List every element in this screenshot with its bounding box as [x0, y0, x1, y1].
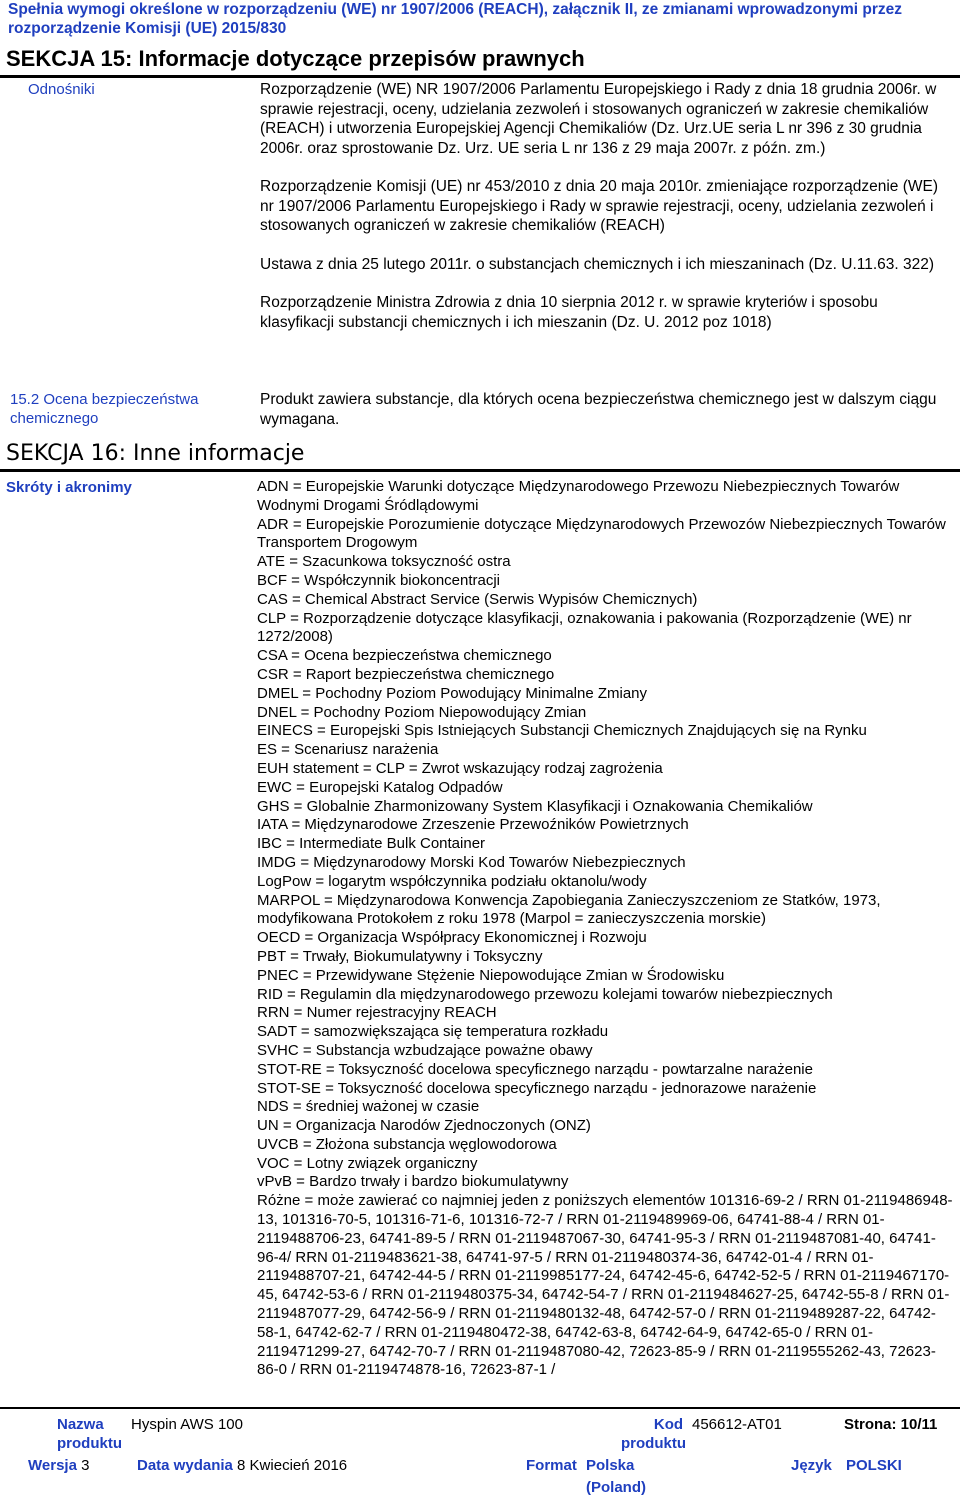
- abbr-item: EINECS = Europejski Spis Istniejących Substancji Chemicznych Znajdujących się na Rynku: [257, 722, 867, 740]
- abbr-item: STOT-RE = Toksyczność docelowa specyficznego narządu - powtarzalne narażenie: [257, 1060, 813, 1078]
- abbr-item: IMDG = Międzynarodowy Morski Kod Towarów Niebezpiecznych: [257, 853, 686, 871]
- abbreviations-list: [257, 478, 957, 1380]
- document-header: [8, 0, 958, 38]
- abbr-item: CAS = Chemical Abstract Service (Serwis Wypisów Chemicznych): [257, 590, 698, 608]
- issue-date-label: Data wydania: [137, 1457, 233, 1474]
- abbr-item: GHS = Globalnie Zharmonizowany System Klasyfikacji i Oznakowania Chemikaliów: [257, 797, 813, 815]
- page-number: Strona: 10/11: [844, 1416, 938, 1433]
- issue-date: [137, 1456, 347, 1475]
- abbr-item: CLP = Rozporządzenie dotyczące klasyfikacji, oznakowania i pakowania (Rozporządzenie (WE) nr 1272/2008): [257, 609, 912, 646]
- abbr-item: CSA = Ocena bezpieczeństwa chemicznego: [257, 647, 552, 665]
- section-15-rule: [0, 75, 960, 78]
- abbreviations-label: Skróty i akronimy: [6, 479, 132, 496]
- abbr-item: ES = Scenariusz narażenia: [257, 741, 439, 759]
- abbr-item: SADT = samozwiększająca się temperatura rozkładu: [257, 1023, 609, 1041]
- abbr-item: ADR = Europejskie Porozumienie dotyczące Międzynarodowych Przewozów Niebezpiecznych Towarów Transportem Drogowym: [257, 515, 946, 552]
- product-code-label: Kod produktu: [621, 1416, 686, 1452]
- abbr-item: SVHC = Substancja wzbudzające poważne obawy: [257, 1041, 593, 1059]
- issue-date-value: 8 Kwiecień 2016: [237, 1457, 348, 1474]
- references-label: Odnośniki: [28, 81, 95, 98]
- abbr-item: CSR = Raport bezpieczeństwa chemicznego: [257, 665, 555, 683]
- abbr-item: IBC = Intermediate Bulk Container: [257, 835, 486, 853]
- reference-4: Rozporządzenie Ministra Zdrowia z dnia 10 sierpnia 2012 r. w sprawie kryteriów i sposobu klasyfikacji substancji chemicznych i ich mieszanin (Dz. U. 2012 poz 1018): [260, 294, 878, 331]
- abbr-item: LogPow = logarytm współczynnika podziału oktanolu/wody: [257, 872, 647, 890]
- abbr-item: BCF = Współczynnik biokoncentracji: [257, 571, 501, 589]
- abbr-item: NDS = średniej ważonej w czasie: [257, 1098, 480, 1116]
- language-value: POLSKI: [846, 1457, 902, 1474]
- csa-text: Produkt zawiera substancje, dla których ocena bezpieczeństwa chemicznego jest w dalszym ciągu wymagana.: [260, 391, 937, 428]
- abbr-item: VOC = Lotny związek organiczny: [257, 1154, 478, 1172]
- abbr-item: EWC = Europejski Katalog Odpadów: [257, 778, 503, 796]
- abbr-item: Różne = może zawierać co najmniej jeden z poniższych elementów 101316-69-2 / RRN 01-2119486948-13, 101316-70-5, 101316-71-6, 101316-72-7 / RRN 01-2119489969-06, 64741-88-4 / RRN 01-2119488706-23, 64741-89-5 / RRN 01-2119487067-30, 64741-95-3 / RRN 01-2119487081-40, 64741-96-4/ RRN 01-2119483621-38, 64741-97-5 / RRN 01-2119480374-36, 64742-01-4 / RRN 01-2119488707-21, 64742-44-5 / RRN 01-2119985177-24, 64742-45-6, 64742-52-5 / RRN 01-2119467170-45, 64742-53-6 / RRN 01-2119480375-34, 64742-54-7 / RRN 01-2119484627-25, 64742-55-8 / RRN 01-2119487077-29, 64742-56-9 / RRN 01-2119480132-48, 64742-57-0 / RRN 01-2119489287-22, 64742-58-1, 64742-62-7 / RRN 01-2119480472-38, 64742-63-8, 64742-64-9, 64742-65-0 / RRN 01-2119471299-27, 64742-70-7 / RRN 01-2119487080-42, 72623-85-9 / RRN 01-2119555262-43, 72623-86-0 / RRN 01-2119474878-16, 72623-87-1 /: [257, 1192, 953, 1379]
- format-label: Format: [526, 1457, 577, 1474]
- abbr-item: OECD = Organizacja Współpracy Ekonomicznej i Rozwoju: [257, 929, 647, 947]
- abbr-item: DNEL = Pochodny Poziom Niepowodujący Zmian: [257, 703, 587, 721]
- abbr-item: EUH statement = CLP = Zwrot wskazujący rodzaj zagrożenia: [257, 759, 663, 777]
- abbr-item: ADN = Europejskie Warunki dotyczące Międzynarodowego Przewozu Niebezpiecznych Towarów Wodnymi Drogami Śródlądowymi: [257, 478, 900, 514]
- language-label: Język: [791, 1457, 832, 1474]
- reference-3: Ustawa z dnia 25 lutego 2011r. o substancjach chemicznych i ich mieszaninach (Dz. U.11.63. 322): [260, 255, 935, 273]
- abbr-item: MARPOL = Międzynarodowa Konwencja Zapobiegania Zanieczyszczeniom ze Statków, 1973, modyfikowana Protokołem z roku 1978 (Marpol = zanieczyszczenia morskie): [257, 891, 881, 928]
- section-16-title: SEKCJA 16: Inne informacje: [6, 441, 305, 466]
- abbr-item: UN = Organizacja Narodów Zjednoczonych (ONZ): [257, 1117, 591, 1135]
- product-name-label: Nazwa produktu: [57, 1416, 122, 1452]
- abbr-item: DMEL = Pochodny Poziom Powodujący Minimalne Zmiany: [257, 684, 648, 702]
- abbr-item: PBT = Trwały, Biokumulatywny i Toksyczny: [257, 947, 543, 965]
- abbr-item: IATA = Międzynarodowe Zrzeszenie Przewoźników Powietrznych: [257, 816, 689, 834]
- abbr-item: UVCB = Złożona substancja węglowodorowa: [257, 1135, 557, 1153]
- footer-rule: [0, 1407, 960, 1409]
- abbr-item: vPvB = Bardzo trwały i bardzo biokumulatywny: [257, 1173, 569, 1191]
- section-16-rule: [0, 469, 960, 472]
- version-label: Wersja: [28, 1457, 77, 1474]
- reference-2: Rozporządzenie Komisji (UE) nr 453/2010 z dnia 20 maja 2010r. zmieniające rozporządzenie (WE) nr 1907/2006 Parlamentu Europejskiego i Rady w sprawie rejestracji, oceny, udzielania zezwoleń i stosowanych ograniczeń w zakresie chemikaliów (REACH): [260, 178, 939, 234]
- header-line-1: Spełnia wymogi określone w rozporządzeniu (WE) nr 1907/2006 (REACH), załącznik II, ze zmianami wprowadzonymi przez: [8, 1, 903, 18]
- version-value: 3: [81, 1457, 90, 1474]
- abbr-item: PNEC = Przewidywane Stężenie Niepowodujące Zmian w Środowisku: [257, 966, 725, 984]
- references-list: [260, 80, 950, 351]
- abbr-item: ATE = Szacunkowa toksyczność ostra: [257, 553, 511, 571]
- format-value: Polska (Poland): [586, 1457, 646, 1496]
- abbr-item: STOT-SE = Toksyczność docelowa specyficznego narządu - jednorazowe narażenie: [257, 1079, 817, 1097]
- section-15-title: SEKCJA 15: Informacje dotyczące przepisów prawnych: [6, 46, 585, 71]
- header-line-2: rozporządzenie Komisji (UE) 2015/830: [8, 20, 287, 37]
- product-name: Hyspin AWS 100: [131, 1416, 243, 1433]
- csa-label: 15.2 Ocena bezpieczeństwa chemicznego: [10, 391, 199, 427]
- reference-1: Rozporządzenie (WE) NR 1907/2006 Parlamentu Europejskiego i Rady z dnia 18 grudnia 2006r. w sprawie rejestracji, oceny, udzielania zezwoleń i stosowanych ograniczeń w zakresie chemikaliów (REACH) i utworzenia Europejskiej Agencji Chemikaliów (Dz. Urz.UE seria L nr 396 z 30 grudnia 2006r. oraz sprostowanie Dz. Urz. UE seria L nr 136 z 29 maja 2007r. z późn. zm.): [260, 81, 937, 157]
- abbr-item: RID = Regulamin dla międzynarodowego przewozu kolejami towarów niebezpiecznych: [257, 985, 833, 1003]
- abbr-item: RRN = Numer rejestracyjny REACH: [257, 1004, 497, 1022]
- product-code: 456612-AT01: [692, 1416, 782, 1433]
- version: [28, 1456, 89, 1475]
